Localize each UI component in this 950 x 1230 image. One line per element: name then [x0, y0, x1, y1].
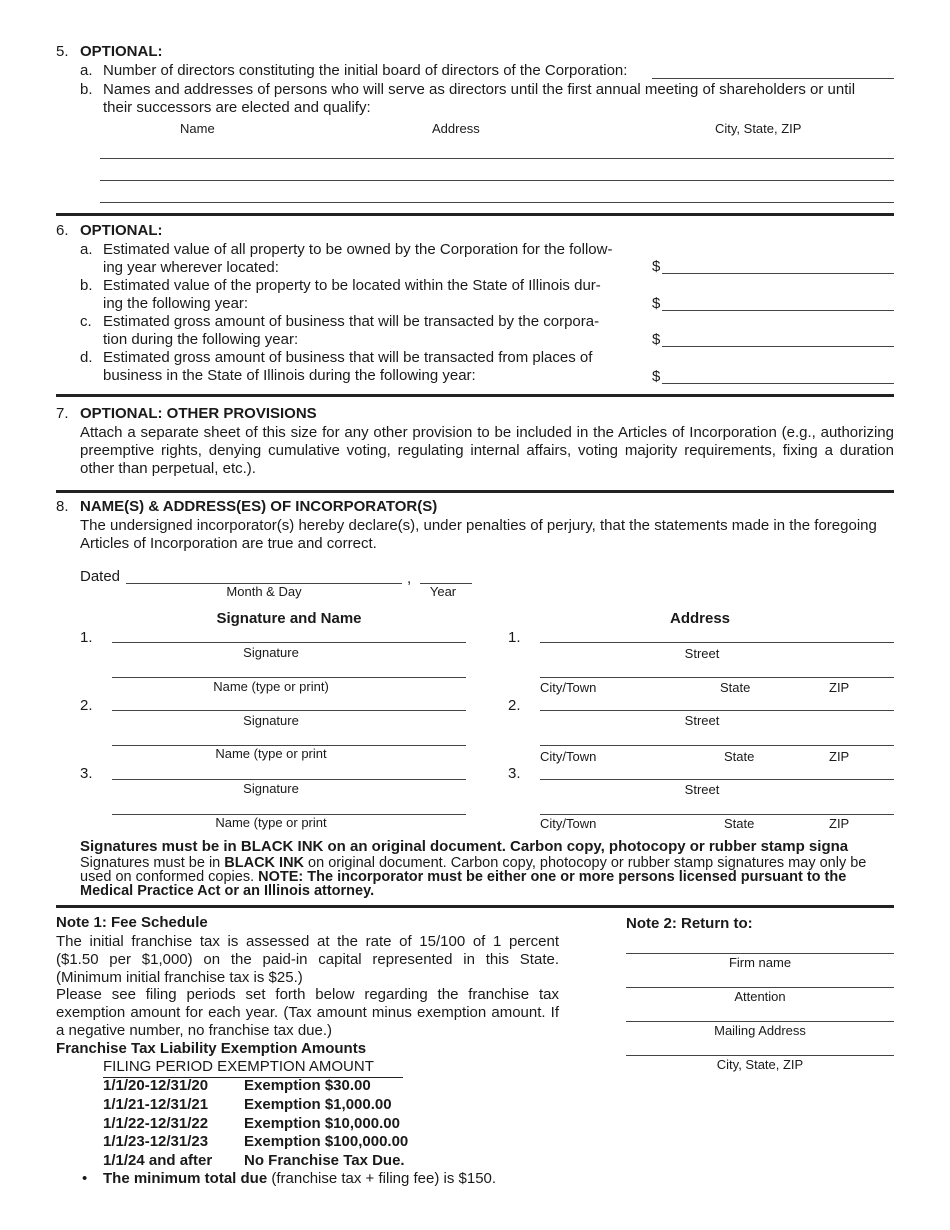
ink-notice-incorporator-note: NOTE: The incorporator must be either one or more persons licensed pursuant to the Medical Practice Act or an Illinois attorney. [80, 869, 847, 899]
item-6d-line2: business in the State of Illinois during the following year: [103, 367, 476, 384]
item-6c-line1: Estimated gross amount of business that will be transacted by the corpora- [103, 313, 600, 330]
exemption-period: 1/1/23-12/31/23 [103, 1133, 209, 1150]
address-1-city-field[interactable] [540, 677, 894, 678]
section-8-body: The undersigned incorporator(s) hereby declare(s), under penalties of perjury, that the statements made in the foregoing Articles of Incorporation are true and correct. [80, 517, 877, 552]
section-7-number: 7. [56, 405, 69, 422]
ink-notice-part3: on original document. Carbon copy, photocopy or rubber stamp signatures may only be used on conformed copies. [80, 855, 867, 885]
property-value-field[interactable] [662, 273, 894, 274]
section-8-title: NAME(S) & ADDRESS(ES) OF INCORPORATOR(S) [80, 498, 438, 515]
ink-notice-black-ink: BLACK INK [224, 855, 305, 871]
note-1-paragraph-1: The initial franchise tax is assessed at the rate of 15/100 of 1 percent ($1.50 per $1,000) on the paid-in capital represented in this State. (Minimum initial franchise tax is $25.) [56, 933, 559, 986]
dollar-sign: $ [652, 331, 661, 348]
item-5b-text-line1: Names and addresses of persons who will serve as directors until the first annual meeting of shareholders or until [103, 81, 856, 98]
zip-caption: ZIP [829, 816, 850, 831]
attention-field[interactable] [626, 987, 894, 988]
item-6d-line1: Estimated gross amount of business that will be transacted from places of [103, 349, 593, 366]
section-divider [56, 394, 894, 397]
incorporator-1-number: 1. [80, 629, 93, 646]
exemption-amount: Exemption $30.00 [244, 1077, 371, 1094]
item-5a-label: a. [80, 62, 93, 79]
item-6c-line2: tion during the following year: [103, 331, 299, 348]
section-divider [56, 490, 894, 493]
section-8-number: 8. [56, 498, 69, 515]
item-6a-line1: Estimated value of all property to be owned by the Corporation for the follow- [103, 241, 613, 258]
firm-name-caption: Firm name [728, 955, 792, 970]
section-6-title: OPTIONAL: [80, 222, 163, 239]
attention-caption: Attention [734, 989, 786, 1004]
dated-label: Dated [80, 568, 121, 585]
name-caption: Name (type or print) [213, 679, 329, 694]
address-3-city-field[interactable] [540, 814, 894, 815]
exemption-table-header: FILING PERIOD EXEMPTION AMOUNT [103, 1058, 403, 1078]
column-name-label: Name [180, 121, 215, 136]
mailing-address-field[interactable] [626, 1021, 894, 1022]
street-caption: Street [684, 646, 720, 661]
address-1-street-field[interactable] [540, 642, 894, 643]
incorporator-3-signature-field[interactable] [112, 779, 466, 780]
ink-notice-part1: Signatures must be in [80, 855, 225, 871]
dated-comma: , [407, 570, 412, 587]
illinois-gross-business-field[interactable] [662, 383, 894, 384]
address-3-street-field[interactable] [540, 779, 894, 780]
column-address-label: Address [432, 121, 480, 136]
exemption-amount: Exemption $10,000.00 [244, 1115, 400, 1132]
city-caption: City/Town [540, 680, 597, 695]
minimum-total-note [103, 1170, 496, 1188]
incorporator-2-number: 2. [80, 697, 93, 714]
incorporator-1-signature-field[interactable] [112, 642, 466, 643]
address-3-number: 3. [508, 765, 521, 782]
dollar-sign: $ [652, 368, 661, 385]
state-caption: State [724, 816, 755, 831]
section-6-number: 6. [56, 222, 69, 239]
director-line-1[interactable] [100, 158, 894, 159]
exemption-period: 1/1/20-12/31/20 [103, 1077, 209, 1094]
exemption-period: 1/1/24 and after [103, 1152, 213, 1169]
exemption-period: 1/1/21-12/31/21 [103, 1096, 209, 1113]
incorporator-2-signature-field[interactable] [112, 710, 466, 711]
signature-caption: Signature [243, 645, 299, 660]
exemption-amount: Exemption $1,000.00 [244, 1096, 392, 1113]
address-1-number: 1. [508, 629, 521, 646]
dollar-sign: $ [652, 295, 661, 312]
note-2-title: Note 2: Return to: [626, 915, 753, 932]
minimum-total-rest: (franchise tax + filing fee) is $150. [267, 1170, 497, 1187]
note-1-title: Note 1: Fee Schedule [56, 914, 208, 931]
gross-business-field[interactable] [662, 346, 894, 347]
ink-notice [80, 856, 894, 898]
exemption-period: 1/1/22-12/31/22 [103, 1115, 209, 1132]
address-2-city-field[interactable] [540, 745, 894, 746]
return-city-field[interactable] [626, 1055, 894, 1056]
note-1-paragraph-2: Please see filing periods set forth below regarding the franchise tax exemption amount for each year. (Tax amount minus exemption amount. If a negative number, no franchise tax due.) [56, 986, 559, 1039]
item-6c-label: c. [80, 313, 92, 330]
illinois-property-value-field[interactable] [662, 310, 894, 311]
signature-caption: Signature [243, 781, 299, 796]
column-city-label: City, State, ZIP [715, 121, 802, 136]
director-line-3[interactable] [100, 202, 894, 203]
city-caption: City/Town [540, 816, 597, 831]
item-6a-line2: ing year wherever located: [103, 259, 279, 276]
incorporator-1-name-field[interactable] [112, 677, 466, 678]
item-6a-label: a. [80, 241, 93, 258]
city-caption: City/Town [540, 749, 597, 764]
section-5-number: 5. [56, 43, 69, 60]
year-caption: Year [429, 584, 457, 599]
exemption-amount: Exemption $100,000.00 [244, 1133, 409, 1150]
item-6b-label: b. [80, 277, 93, 294]
directors-count-field[interactable] [652, 78, 894, 79]
section-5-title: OPTIONAL: [80, 43, 163, 60]
firm-name-field[interactable] [626, 953, 894, 954]
street-caption: Street [684, 782, 720, 797]
zip-caption: ZIP [829, 680, 850, 695]
address-2-street-field[interactable] [540, 710, 894, 711]
name-caption: Name (type or print [215, 815, 327, 830]
dollar-sign: $ [652, 258, 661, 275]
address-heading: Address [669, 610, 731, 627]
section-divider [56, 213, 894, 216]
director-line-2[interactable] [100, 180, 894, 181]
state-caption: State [720, 680, 751, 695]
zip-caption: ZIP [829, 749, 850, 764]
return-city-caption: City, State, ZIP [716, 1057, 804, 1072]
month-day-caption: Month & Day [226, 584, 302, 599]
exemption-amount: No Franchise Tax Due. [244, 1152, 405, 1169]
signature-heading: Signature and Name [216, 610, 362, 627]
name-caption: Name (type or print [215, 746, 327, 761]
state-caption: State [724, 749, 755, 764]
item-6d-label: d. [80, 349, 93, 366]
item-5b-label: b. [80, 81, 93, 98]
ink-notice-heading: Signatures must be in BLACK INK on an original document. Carbon copy, photocopy or rubber stamp signa [80, 838, 849, 855]
item-5b-text-line2: their successors are elected and qualify: [103, 99, 371, 116]
minimum-total-bold: The minimum total due [103, 1170, 268, 1187]
item-6b-line2: ing the following year: [103, 295, 249, 312]
address-2-number: 2. [508, 697, 521, 714]
section-7-title: OPTIONAL: OTHER PROVISIONS [80, 405, 317, 422]
incorporator-3-number: 3. [80, 765, 93, 782]
bullet-icon: • [82, 1170, 88, 1187]
signature-caption: Signature [243, 713, 299, 728]
item-6b-line1: Estimated value of the property to be located within the State of Illinois dur- [103, 277, 601, 294]
item-5a-text: Number of directors constituting the initial board of directors of the Corporation: [103, 62, 628, 79]
section-7-body: Attach a separate sheet of this size for any other provision to be included in the Articles of Incorporation (e.g., authorizing preemptive rights, denying cumulative voting, regulating internal affairs, voting majority requirements, fixing a duration other than perpetual, etc.). [80, 424, 894, 477]
section-divider [56, 905, 894, 908]
exemption-table-title: Franchise Tax Liability Exemption Amounts [56, 1040, 367, 1057]
mailing-address-caption: Mailing Address [714, 1023, 806, 1038]
street-caption: Street [684, 713, 720, 728]
